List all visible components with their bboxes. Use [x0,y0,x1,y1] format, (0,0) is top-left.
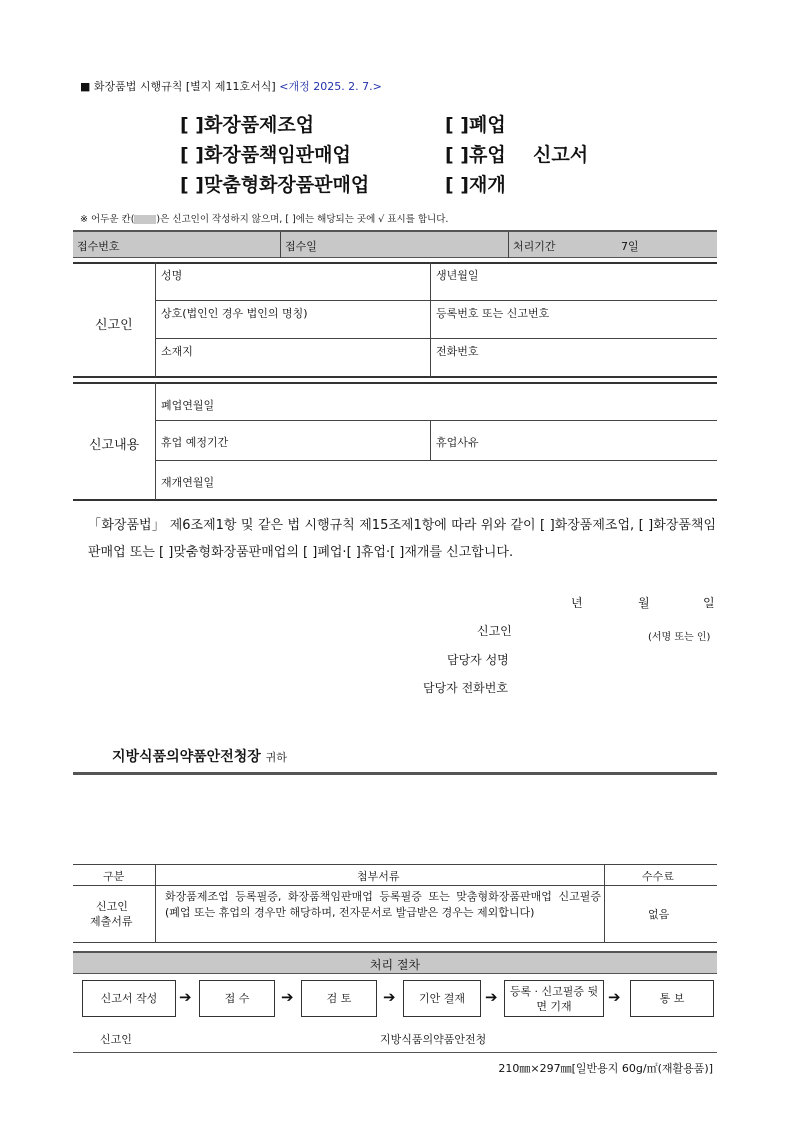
section-divider [73,772,717,775]
birth-date-field[interactable]: 생년월일 [436,269,479,282]
row-category-2: 제출서류 [90,915,133,928]
title-option-sales[interactable]: [ ]화장품책임판매업 [180,144,351,166]
title-option-custom-sales[interactable]: [ ]맞춤형화장품판매업 [180,174,370,196]
suspension-reason-field[interactable]: 휴업사유 [436,436,479,449]
arrow-right-icon: ➔ [179,988,192,1006]
content-section-label: 신고내용 [89,438,140,453]
address-field[interactable]: 소재지 [161,345,193,358]
title-option-manufacturing[interactable]: [ ]화장품제조업 [180,114,315,136]
step-notify: 통 보 [630,980,714,1017]
arrow-right-icon: ➔ [485,988,498,1006]
date-month[interactable]: 월 [638,596,650,610]
process-header [73,951,717,974]
row-documents: 화장품제조업 등록필증, 화장품책임판매업 등록필증 또는 맞춤형화장품판매업 신고필증 (폐업 또는 휴업의 경우만 해당하며, 전자문서로 발급받은 경우는 제외합니다) [165,890,601,919]
step-write-report: 신고서 작성 [82,980,176,1017]
arrow-right-icon: ➔ [608,988,621,1006]
suspension-period-field[interactable]: 휴업 예정기간 [161,436,229,449]
step-receipt: 접 수 [199,980,275,1017]
name-field[interactable]: 성명 [161,269,183,282]
step-approval: 기안 결재 [403,980,481,1017]
addressee-name: 지방식품의약품안전청장 [112,749,261,765]
declaration-statement: 「화장품법」 제6조제1항 및 같은 법 시행규칙 제15조제1항에 따라 위와 같이 [ ]화장품제조업, [ ]화장품책임판매업 또는 [ ]맞춤형화장품판매업의 [ ]폐업·[ ]휴업·[ ]재개를 신고합니다. [88,518,716,560]
addressee-suffix: 귀하 [265,751,287,764]
note-text-1: ※ 어두운 칸( [80,214,135,225]
process-title: 처리 절차 [369,958,421,972]
paper-spec: 210㎜×297㎜[일반용지 60g/㎡(재활용품)] [498,1062,713,1075]
actor-applicant: 신고인 [100,1033,132,1046]
company-name-field[interactable]: 상호(법인인 경우 법인의 명칭) [161,307,308,320]
form-reference [80,78,382,94]
officer-name-label: 담당자 성명 [447,653,509,667]
closure-date-field[interactable]: 폐업연월일 [161,399,215,412]
title-option-suspension[interactable]: [ ]휴업 [445,144,506,166]
title-option-resume[interactable]: [ ]재개 [445,174,506,196]
actor-agency: 지방식품의약품안전청 [380,1033,487,1046]
sign-note[interactable]: (서명 또는 인) [648,632,711,643]
step-certificate-entry: 등록 · 신고필증 뒷면 기재 [504,980,604,1017]
form-title [180,110,620,200]
applicant-section-label: 신고인 [95,318,133,333]
note-text-2: )은 신고인이 작성하지 않으며, [ ]에는 해당되는 곳에 √ 표시를 합니다. [156,214,449,225]
title-option-closure[interactable]: [ ]폐업 [445,114,506,136]
phone-field[interactable]: 전화번호 [436,345,479,358]
revision-link[interactable]: <개정 2025. 2. 7.> [279,80,382,93]
registration-number-field[interactable]: 등록번호 또는 신고번호 [436,307,550,320]
col-documents: 첨부서류 [357,870,400,883]
step-review: 검 토 [301,980,377,1017]
shaded-sample [134,215,156,224]
row-category-1: 신고인 [96,900,128,913]
officer-phone-label: 담당자 전화번호 [423,681,508,695]
row-fee: 없음 [648,908,670,921]
form-reference-text: ■ 화장품법 시행규칙 [별지 제11호서식] [80,80,276,93]
instruction-note [80,211,448,225]
receipt-number-label: 접수번호 [77,240,120,253]
receipt-bar [73,230,717,258]
col-fee: 수수료 [642,870,674,883]
date-day[interactable]: 일 [703,596,715,610]
receipt-date-label: 접수일 [285,240,317,253]
col-category: 구분 [103,870,125,883]
processing-period-value: 7일 [621,240,639,253]
addressee [112,746,287,766]
title-suffix: 신고서 [533,144,589,166]
arrow-right-icon: ➔ [281,988,294,1006]
arrow-right-icon: ➔ [383,988,396,1006]
applicant-sign-label: 신고인 [477,624,512,638]
processing-period-label: 처리기간 [513,240,556,253]
date-year[interactable]: 년 [571,596,583,610]
resume-date-field[interactable]: 재개연월일 [161,476,215,489]
